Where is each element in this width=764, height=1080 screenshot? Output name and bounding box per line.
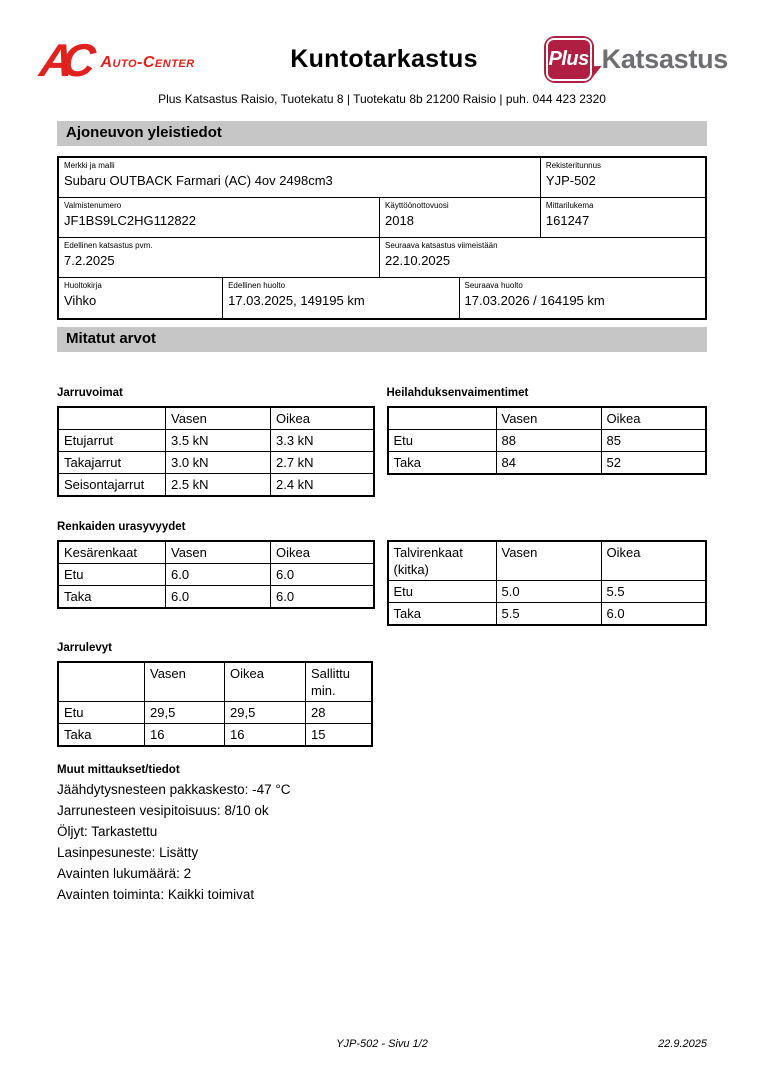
row-label-cell: Taka (389, 452, 497, 473)
vehicle-info-row (59, 158, 705, 198)
table-header-row (59, 663, 371, 702)
field-value: 17.03.2025, 149195 km (228, 293, 365, 308)
field-label: Valmistenumero (64, 201, 122, 210)
measurement-line: Lasinpesuneste: Lisätty (57, 845, 199, 860)
value-cell: 2.7 kN (276, 455, 314, 470)
header-cell: Vasen (166, 542, 271, 563)
row-label-cell: Etu (389, 430, 497, 451)
value-cell: 5.0 (497, 581, 602, 602)
other-measurements-title: Muut mittaukset/tiedot (57, 764, 180, 776)
header-cell: Vasen (497, 408, 602, 429)
value-cell: 5.5 (606, 584, 625, 599)
value-cell: 16 (145, 724, 225, 745)
field-vin (59, 198, 380, 237)
page-title: Kuntotarkastus (290, 45, 478, 73)
footer-page-number: YJP-502 - Sivu 1/2 (336, 1038, 428, 1050)
measurement-line: Jäähdytysnesteen pakkaskesto: -47 °C (57, 782, 291, 797)
vehicle-info-row (59, 238, 705, 278)
field-value: 17.03.2026 / 164195 km (464, 293, 605, 308)
row-label-cell: Taka (389, 603, 497, 624)
measured-left-column (57, 387, 375, 905)
field-label: Käyttöönottovuosi (385, 201, 449, 210)
field-label: Edellinen katsastus pvm. (64, 241, 153, 250)
row-label-cell: Taka (59, 724, 145, 745)
table-row (389, 430, 706, 452)
field-previous-service (223, 278, 459, 318)
table-row (389, 603, 706, 624)
table-row (59, 702, 371, 724)
winter-tyres-table (387, 540, 708, 626)
value-cell: 3.3 kN (276, 433, 314, 448)
auto-center-monogram-icon: AC (37, 33, 88, 86)
plus-badge-text: Plus (548, 48, 589, 70)
field-service-book (59, 278, 223, 318)
header-cell: Vasen (145, 663, 225, 701)
katsastus-logo-text: Katsastus (601, 44, 728, 74)
table-row (59, 564, 373, 586)
row-label-cell: Seisontajarrut (59, 474, 166, 495)
brake-discs-title: Jarrulevyt (57, 642, 112, 654)
other-measurements (57, 764, 375, 905)
header-cell (59, 663, 145, 701)
header-cell: Talvirenkaat (kitka) (389, 542, 497, 580)
row-label-cell: Etujarrut (59, 430, 166, 451)
value-cell: 6.0 (606, 606, 625, 621)
field-label: Seuraava huolto (464, 281, 523, 290)
row-label-cell: Etu (389, 581, 497, 602)
header-cell: Oikea (606, 411, 641, 426)
value-cell: 5.5 (497, 603, 602, 624)
field-registration (541, 158, 705, 197)
value-cell: 6.0 (276, 567, 295, 582)
field-value: YJP-502 (545, 173, 596, 188)
measurement-line: Avainten toiminta: Kaikki toimivat (57, 887, 255, 902)
table-row (59, 724, 371, 745)
value-cell: 29,5 (145, 702, 225, 723)
plus-katsastus-logo (528, 36, 728, 83)
header-cell: Oikea (276, 411, 310, 426)
field-label: Edellinen huolto (228, 281, 286, 290)
value-cell: 2.5 kN (166, 474, 271, 495)
header-cell: Oikea (606, 545, 641, 560)
report-header (0, 0, 764, 86)
value-cell: 16 (225, 724, 306, 745)
table-row (59, 474, 373, 495)
field-make-model (59, 158, 541, 197)
value-cell: 85 (606, 433, 621, 448)
value-cell: 29,5 (225, 702, 306, 723)
field-value: JF1BS9LC2HG112822 (64, 213, 197, 228)
value-cell: 3.5 kN (166, 430, 271, 451)
shock-absorbers-table (387, 406, 708, 475)
field-odometer (541, 198, 705, 237)
value-cell: 88 (497, 430, 602, 451)
vehicle-info-row (59, 198, 705, 238)
table-header-row (59, 408, 373, 430)
value-cell: 28 (311, 705, 326, 720)
header-cell (59, 408, 166, 429)
table-header-row (389, 408, 706, 430)
tyre-depths-title: Renkaiden urasyvyydet (57, 521, 186, 533)
header-cell: Oikea (225, 663, 306, 701)
field-value: 7.2.2025 (64, 253, 115, 268)
measurement-line: Avainten lukumäärä: 2 (57, 866, 192, 881)
field-label: Rekisteritunnus (545, 161, 602, 170)
section-title-measured: Mitatut arvot (57, 327, 707, 352)
value-cell: 15 (311, 727, 326, 742)
value-cell: 84 (497, 452, 602, 473)
field-value: 161247 (545, 213, 590, 228)
vehicle-info-row (59, 278, 705, 318)
field-value: Subaru OUTBACK Farmari (AC) 4ov 2498cm3 (64, 173, 333, 188)
row-label-cell: Etu (59, 702, 145, 723)
brake-forces-title: Jarruvoimat (57, 387, 123, 399)
field-first-use-year (380, 198, 541, 237)
header-cell: Vasen (166, 408, 271, 429)
page-footer (57, 1038, 707, 1050)
table-row (389, 452, 706, 473)
brake-forces-table (57, 406, 375, 497)
field-label: Merkki ja malli (64, 161, 115, 170)
table-row (59, 452, 373, 474)
value-cell: 6.0 (166, 564, 271, 585)
measured-values-area (57, 387, 707, 905)
field-label: Seuraava katsastus viimeistään (385, 241, 498, 250)
value-cell: 3.0 kN (166, 452, 271, 473)
header-cell: Sallittu min. (311, 666, 351, 698)
shock-absorbers-title: Heilahduksenvaimentimet (386, 387, 529, 399)
table-row (59, 586, 373, 607)
table-row (59, 430, 373, 452)
field-value: 2018 (385, 213, 414, 228)
value-cell: 52 (606, 455, 621, 470)
field-label: Huoltokirja (64, 281, 102, 290)
value-cell: 6.0 (166, 586, 271, 607)
vehicle-info-table (57, 156, 707, 320)
plus-badge-icon (544, 36, 594, 83)
brake-discs-table (57, 661, 373, 747)
measurement-line: Öljyt: Tarkastettu (57, 824, 158, 839)
field-value: 22.10.2025 (385, 253, 451, 268)
field-previous-inspection (59, 238, 380, 277)
auto-center-logo (37, 33, 240, 86)
station-address: Plus Katsastus Raisio, Tuotekatu 8 | Tuotekatu 8b 21200 Raisio | puh. 044 423 2320 (158, 92, 606, 106)
table-header-row (389, 542, 706, 581)
measurement-line: Jarrunesteen vesipitoisuus: 8/10 ok (57, 803, 269, 818)
field-next-inspection (380, 238, 705, 277)
measured-right-column (387, 387, 708, 626)
tyre-depths-table (57, 540, 375, 609)
row-label-cell: Etu (59, 564, 166, 585)
header-cell (389, 408, 497, 429)
value-cell: 6.0 (276, 589, 295, 604)
table-row (389, 581, 706, 603)
header-cell: Vasen (497, 542, 602, 580)
value-cell: 2.4 kN (276, 477, 314, 492)
field-label: Mittarilukema (545, 201, 594, 210)
row-label-cell: Takajarrut (59, 452, 166, 473)
row-label-cell: Taka (59, 586, 166, 607)
field-next-service (460, 278, 706, 318)
header-cell: Kesärenkaat (59, 542, 166, 563)
table-header-row (59, 542, 373, 564)
header-cell: Oikea (276, 545, 310, 560)
footer-date: 22.9.2025 (658, 1038, 707, 1050)
section-title-general: Ajoneuvon yleistiedot (57, 121, 707, 146)
field-value: Vihko (64, 293, 97, 308)
auto-center-logo-text: Auto-Center (100, 53, 195, 71)
